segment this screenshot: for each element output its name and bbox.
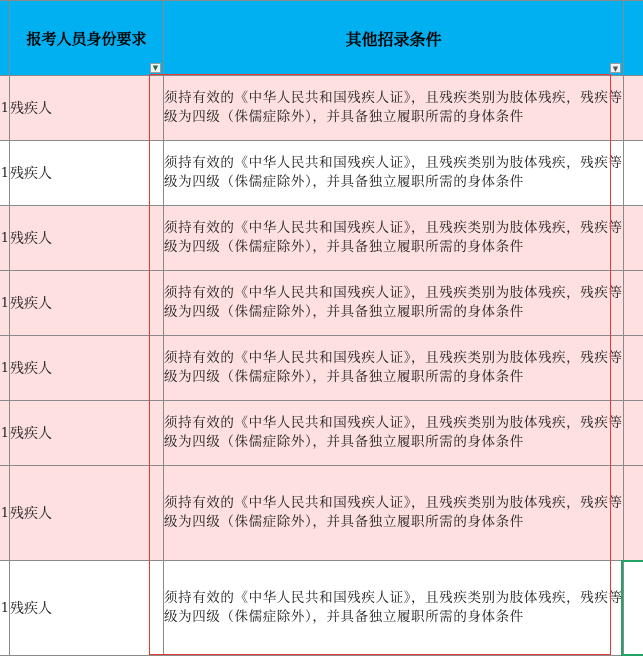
table-row [0,401,643,466]
row-count-cell[interactable]: 1 [0,401,10,466]
identity-cell[interactable]: 残疾人 [10,561,164,656]
header-cell-a[interactable] [0,1,10,76]
condition-cell[interactable]: 须持有效的《中华人民共和国残疾人证》，且残疾类别为肢体残疾，残疾等级为四级（侏儒症除外），并具备独立履职所需的身体条件 [164,401,624,466]
row-count-cell[interactable]: 1 [0,466,10,561]
identity-cell[interactable]: 残疾人 [10,141,164,206]
row-count-cell[interactable]: 1 [0,561,10,656]
header-cell-d[interactable] [624,1,643,76]
identity-cell[interactable]: 残疾人 [10,271,164,336]
next-column-cell[interactable] [624,141,643,206]
header-row [0,1,643,76]
table-row [0,141,643,206]
identity-cell[interactable]: 残疾人 [10,206,164,271]
condition-cell[interactable]: 须持有效的《中华人民共和国残疾人证》，且残疾类别为肢体残疾，残疾等级为四级（侏儒症除外），并具备独立履职所需的身体条件 [164,141,624,206]
next-column-cell[interactable] [624,466,643,561]
table-row [0,561,643,656]
condition-cell[interactable]: 须持有效的《中华人民共和国残疾人证》，且残疾类别为肢体残疾，残疾等级为四级（侏儒症除外），并具备独立履职所需的身体条件 [164,271,624,336]
header-conditions-label: 其他招录条件 [345,29,442,49]
next-column-cell[interactable] [624,271,643,336]
condition-cell[interactable]: 须持有效的《中华人民共和国残疾人证》，且残疾类别为肢体残疾，残疾等级为四级（侏儒症除外），并具备独立履职所需的身体条件 [164,336,624,401]
row-count-cell[interactable]: 1 [0,271,10,336]
dropdown-arrow-icon[interactable]: ▼ [610,63,621,73]
next-column-cell[interactable] [624,76,643,141]
table-row [0,271,643,336]
header-other-conditions[interactable] [164,1,624,76]
grid-body [0,76,643,656]
identity-cell[interactable]: 残疾人 [10,401,164,466]
header-identity-requirement[interactable] [10,1,164,76]
table-row [0,206,643,271]
table-row [0,466,643,561]
row-count-cell[interactable]: 1 [0,141,10,206]
next-column-cell[interactable] [624,401,643,466]
row-count-cell[interactable]: 1 [0,76,10,141]
row-count-cell[interactable]: 1 [0,206,10,271]
identity-cell[interactable]: 残疾人 [10,336,164,401]
filter-active-icon[interactable]: ▼ [150,63,161,73]
condition-cell[interactable]: 须持有效的《中华人民共和国残疾人证》，且残疾类别为肢体残疾，残疾等级为四级（侏儒症除外），并具备独立履职所需的身体条件 [164,466,624,561]
table-row [0,76,643,141]
condition-cell[interactable]: 须持有效的《中华人民共和国残疾人证》，且残疾类别为肢体残疾，残疾等级为四级（侏儒症除外），并具备独立履职所需的身体条件 [164,76,624,141]
identity-cell[interactable]: 残疾人 [10,466,164,561]
table-row [0,336,643,401]
next-column-cell[interactable] [624,561,643,656]
next-column-cell[interactable] [624,336,643,401]
header-identity-label: 报考人员身份要求 [26,29,147,48]
next-column-cell[interactable] [624,206,643,271]
identity-cell[interactable]: 残疾人 [10,76,164,141]
condition-cell[interactable]: 须持有效的《中华人民共和国残疾人证》，且残疾类别为肢体残疾，残疾等级为四级（侏儒症除外），并具备独立履职所需的身体条件 [164,561,624,656]
row-count-cell[interactable]: 1 [0,336,10,401]
condition-cell[interactable]: 须持有效的《中华人民共和国残疾人证》，且残疾类别为肢体残疾，残疾等级为四级（侏儒症除外），并具备独立履职所需的身体条件 [164,206,624,271]
